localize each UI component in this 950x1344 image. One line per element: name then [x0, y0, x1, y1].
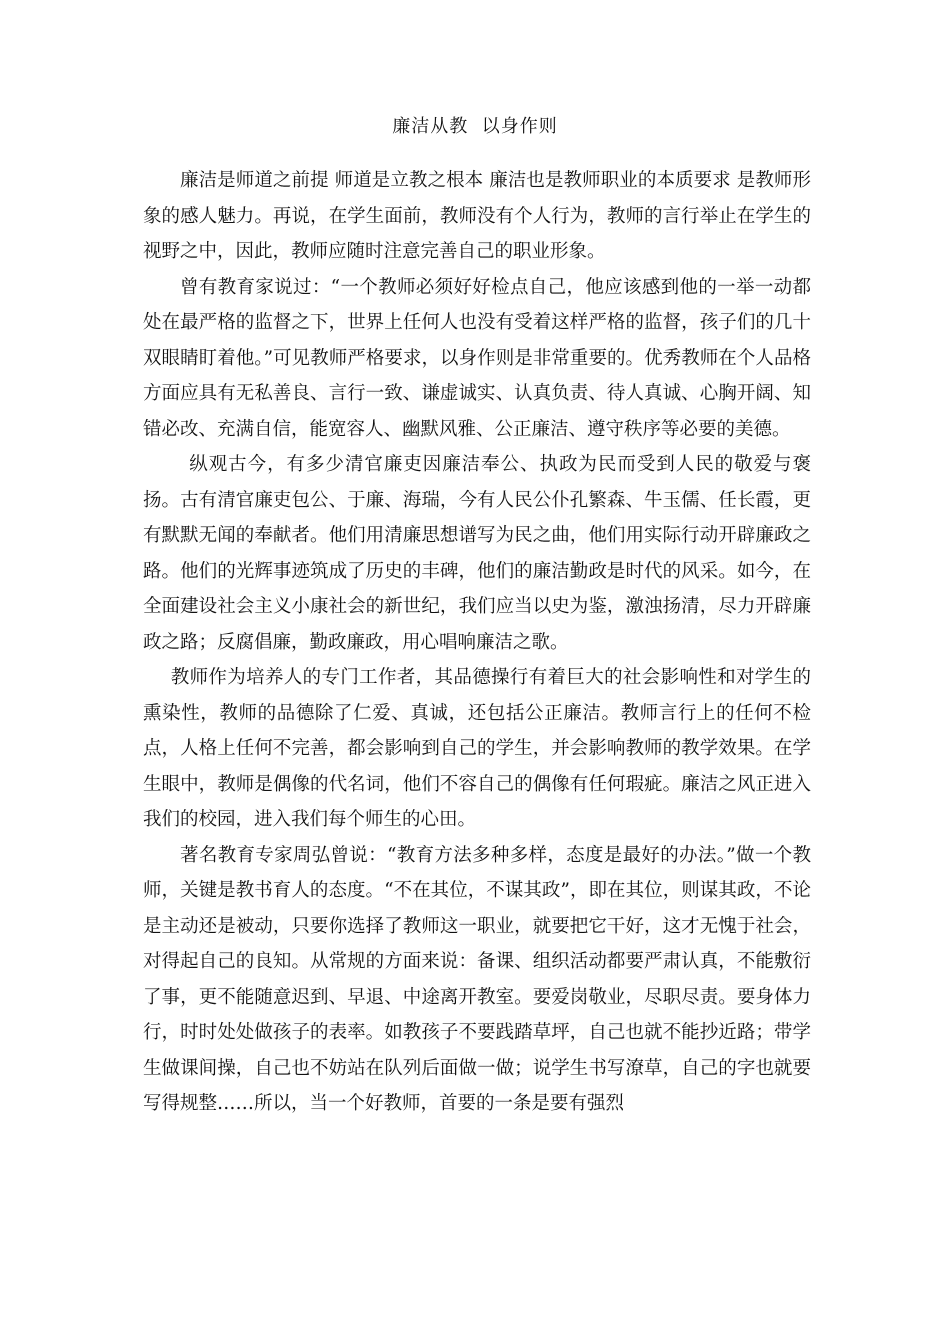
- paragraph-3: 纵观古今，有多少清官廉吏因廉洁奉公、执政为民而受到人民的敬爱与褒扬。古有清官廉吏包公、于廉、海瑞，今有人民公仆孔繁森、牛玉儒、任长霞，更有默默无闻的奉献者。他们用清廉思想谱写为民之曲，他们用实际行动开辟廉政之路。他们的光辉事迹筑成了历史的丰碑，他们的廉洁勤政是时代的风采。如今，在全面建设社会主义小康社会的新世纪，我们应当以史为鉴，激浊扬清，尽力开辟廉政之路；反腐倡廉，勤政廉政，用心唱响廉洁之歌。: [143, 454, 811, 653]
- document-title: 廉洁从教 以身作则: [392, 116, 558, 137]
- paragraph-5: 著名教育专家周弘曾说：“教育方法多种多样，态度是最好的办法。”做一个教师，关键是教书育人的态度。“不在其位，不谋其政”，即在其位，则谋其政，不论是主动还是被动，只要你选择了教师这一职业，就要把它干好，这才无愧于社会，对得起自己的良知。从常规的方面来说：备课、组织活动都要严肃认真，不能敷衍了事，更不能随意迟到、早退、中途离开教室。要爱岗敬业，尽职尽责。要身体力行，时时处处做孩子的表率。如教孩子不要践踏草坪，自己也就不能抄近路；带学生做课间操，自己也不妨站在队列后面做一做；说学生书写潦草，自己的字也就要写得规整……所以，当一个好教师，首要的一条是要有强烈: [143, 844, 811, 1114]
- paragraph-4: 教师作为培养人的专门工作者，其品德操行有着巨大的社会影响性和对学生的熏染性，教师的品德除了仁爱、真诚，还包括公正廉洁。教师言行上的任何不检点，人格上任何不完善，都会影响到自己的学生，并会影响教师的教学效果。在学生眼中，教师是偶像的代名词，他们不容自己的偶像有任何瑕疵。廉洁之风正进入我们的校园，进入我们每个师生的心田。: [143, 667, 811, 830]
- document-body: [143, 163, 811, 1122]
- paragraph-1: 廉洁是师道之前提 师道是立教之根本 廉洁也是教师职业的本质要求 是教师形象的感人魅力。再说，在学生面前，教师没有个人行为，教师的言行举止在学生的视野之中，因此，教师应随时注意完善自己的职业形象。: [143, 170, 811, 262]
- paragraph-2: 曾有教育家说过：“一个教师必须好好检点自己，他应该感到他的一举一动都处在最严格的监督之下，世界上任何人也没有受着这样严格的监督，孩子们的几十双眼睛盯着他。”可见教师严格要求，以身作则是非常重要的。优秀教师在个人品格方面应具有无私善良、言行一致、谦虚诚实、认真负责、待人真诚、心胸开阔、知错必改、充满自信，能宽容人、幽默风雅、公正廉洁、遵守秩序等必要的美德。: [143, 276, 811, 440]
